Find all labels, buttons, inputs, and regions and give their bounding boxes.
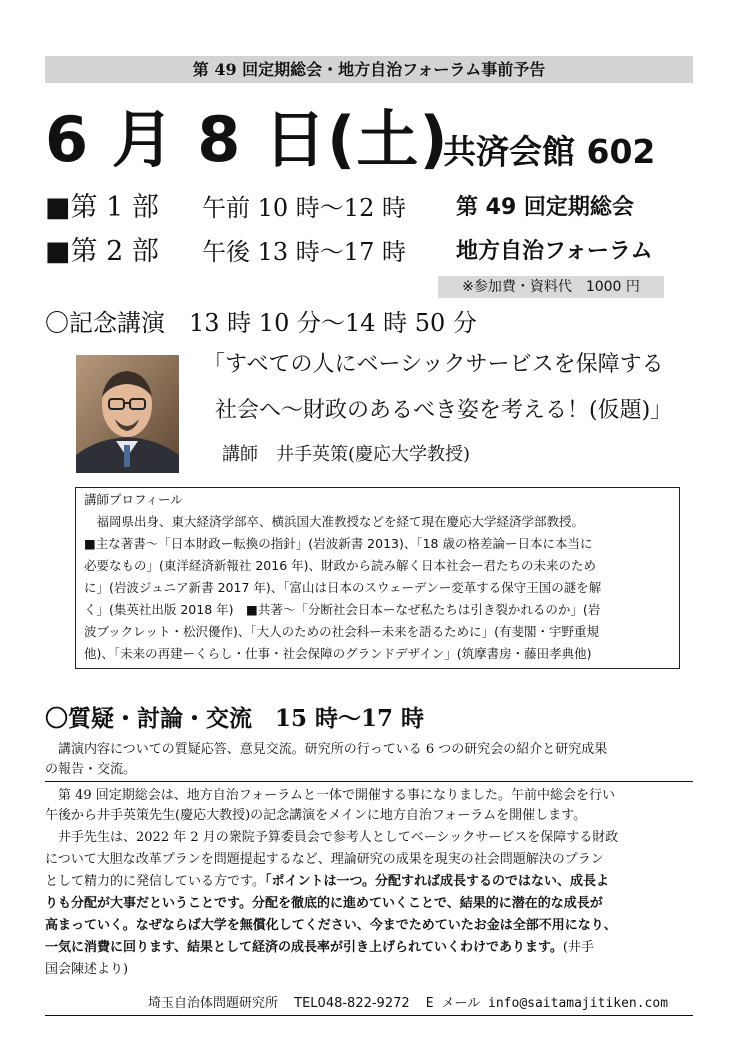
body-quote-line: りも分配が大事だということです。分配を徹底的に進めていくことで、結果的に潜在的な成長が [45, 896, 603, 911]
lecturer-profile-box [75, 487, 680, 669]
part-2-time: 午後 13 時～17 時 [202, 238, 406, 266]
body-line: について大胆な改革プランを問題提起するなど、理論研究の成果を現実の社会問題解決のプラン [45, 852, 604, 867]
section-divider [45, 781, 693, 782]
profile-line: 他)、「未来の再建ーくらし・仕事・社会保障のグランドデザイン」(筑摩書房・藤田孝典他) [84, 646, 592, 661]
footer-org: 埼玉自治体問題研究所 [148, 996, 279, 1011]
part-1-title: 第 49 回定期総会 [456, 195, 634, 220]
part-2-title: 地方自治フォーラム [456, 239, 653, 264]
profile-line: ■主な著書～「日本財政ー転換の指針」(岩波新書 2013)、「18 歳の格差論ー日本に本当に [84, 536, 593, 551]
lecturer-portrait-icon [76, 355, 179, 473]
fee-note: ※参加費・資料代 1000 円 [438, 276, 664, 298]
profile-line: 必要なもの」(東洋経済新報社 2016 年)、財政から読み解く日本社会ー君たちの未来のため [84, 558, 597, 573]
lecturer-photo [76, 355, 179, 473]
lecturer-name: 講師 井手英策(慶応大学教授) [222, 444, 471, 465]
body-line [45, 872, 609, 892]
lecture-title-line-2: 社会へ～財政のあるべき姿を考える！(仮題)」 [215, 398, 673, 423]
profile-line: 福岡県出身、東大経済学部卒、横浜国大准教授などを経て現在慶応大学経済学部教授。 [84, 514, 585, 529]
profile-line: く」(集英社出版 2018 年) ■共著～「分断社会日本ーなぜ私たちは引き裂かれるのか」(岩 [84, 602, 601, 617]
profile-heading: 講師プロフィール [84, 492, 183, 507]
body-quote-line [45, 938, 594, 958]
body-line: 国会陳述より) [45, 962, 129, 977]
footer-tel: TEL048-822-9272 [294, 996, 410, 1011]
quote-end: 一気に消費に回ります、結果として経済の成長率が引き上げられていくわけであります。 [45, 940, 563, 955]
lecture-heading: 〇記念講演 13 時 10 分～14 時 50 分 [45, 309, 477, 337]
body-line: 第 49 回定期総会は、地方自治フォーラムと一体で開催する事になりました。午前中総会を行い [45, 788, 616, 803]
footer-email: E メール info@saitamajitiken.com [425, 996, 669, 1011]
event-venue: 共済会館 602 [443, 132, 656, 171]
qa-text-line-1: 講演内容についての質疑応答、意見交流。研究所の行っている 6 つの研究会の紹介と研究成果 [45, 742, 608, 757]
part-1-label: ■第 1 部 [45, 192, 159, 223]
body-line: 午後から井手英策先生(慶応大教授)の記念講演をメインに地方自治フォーラムを開催します。 [45, 808, 587, 823]
header-banner [45, 56, 693, 83]
body-line: 井手先生は、2022 年 2 月の衆院予算委員会で参考人としてベーシックサービスを保障する財政 [45, 830, 619, 845]
profile-line: に」(岩波ジュニア新書 2017 年)、「富山は日本のスウェーデンー変革する保守王国の謎を解 [84, 580, 602, 595]
footer-contact [148, 993, 680, 1015]
part-2-label: ■第 2 部 [45, 236, 159, 267]
body-text: として精力的に発信している方です。 [45, 874, 265, 889]
header-title: 第 49 回定期総会・地方自治フォーラム事前予告 [192, 60, 546, 79]
qa-heading: 〇質疑・討論・交流 15 時～17 時 [45, 705, 425, 732]
event-date: 6 月 8 日(土) [45, 103, 449, 176]
part-1-time: 午前 10 時～12 時 [202, 194, 406, 222]
lecture-title-line-1: 「すべての人にベーシックサービスを保障する [203, 352, 664, 377]
body-quote-line: 高まっていく。なぜならば大学を無償化してください、今までためていたお金は全部不用になり、 [45, 918, 617, 933]
footer-divider [45, 1015, 693, 1016]
quote-start: 「ポイントは一つ。分配すれば成長するのではない、成長よ [264, 874, 609, 889]
quote-source: (井手 [562, 940, 594, 955]
profile-line: 波ブックレット・松沢優作)、「大人のための社会科ー未来を語るために」(有斐閣・宇野重規 [84, 624, 600, 639]
qa-text-line-2: の報告・交流。 [45, 762, 137, 777]
